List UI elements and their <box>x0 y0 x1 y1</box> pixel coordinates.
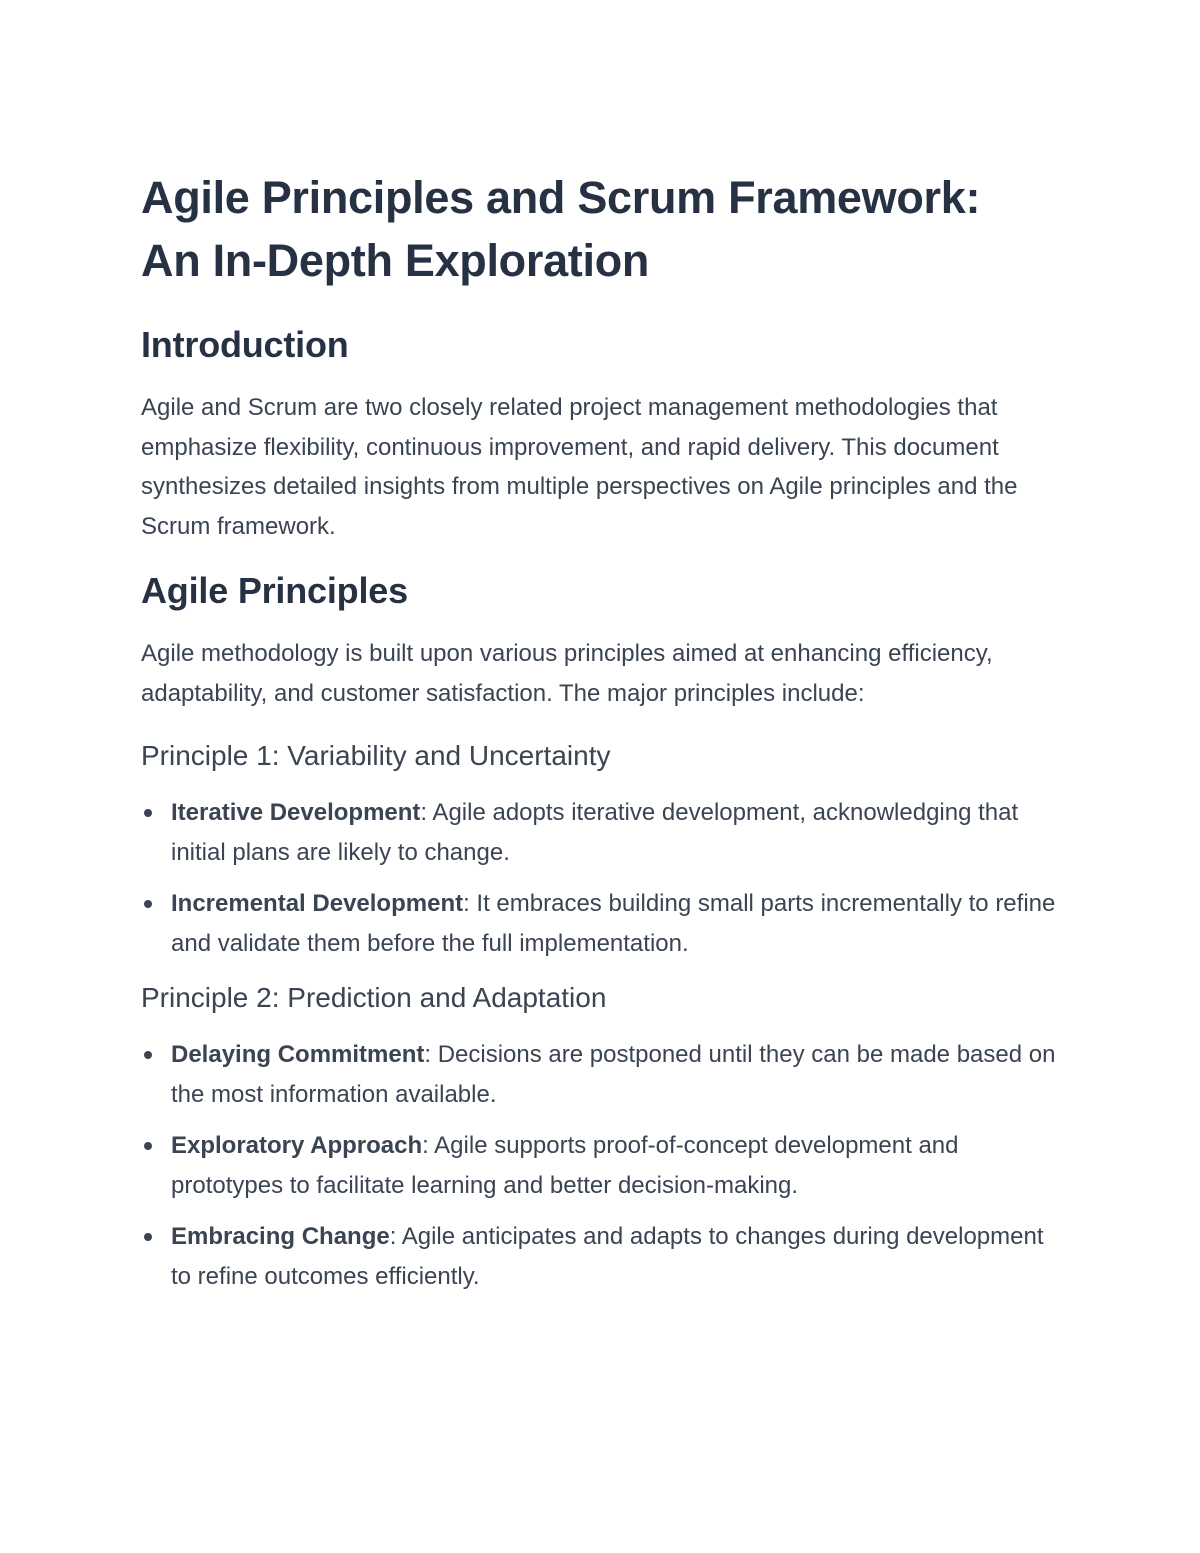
introduction-section <box>141 324 1060 546</box>
list-item-text: : Agile adopts iterative development, acknowledging that initial plans are likely to change. <box>171 799 1019 866</box>
introduction-paragraph: Agile and Scrum are two closely related project management methodologies that emphasize flexibility, continuous improvement, and rapid delivery. This document synthesizes detailed insights from multiple perspectives on Agile principles and the Scrum framework. <box>141 394 1018 540</box>
list-item-term: Exploratory Approach <box>171 1132 423 1159</box>
bullet-icon <box>144 900 152 908</box>
principle-2-heading: Principle 2: Prediction and Adaptation <box>141 982 607 1013</box>
principle-2-list <box>141 1035 1060 1296</box>
document-title <box>141 166 1060 292</box>
bullet-icon <box>144 809 152 817</box>
agile-principles-paragraph: Agile methodology is built upon various principles aimed at enhancing efficiency, adaptability, and customer satisfaction. The major principles include: <box>141 640 993 707</box>
list-item <box>141 884 1060 963</box>
bullet-icon <box>144 1051 152 1059</box>
principle-1 <box>141 737 1060 963</box>
list-item <box>141 793 1060 872</box>
principle-1-heading: Principle 1: Variability and Uncertainty <box>141 740 611 771</box>
list-item <box>141 1217 1060 1296</box>
list-item <box>141 1035 1060 1114</box>
list-item <box>141 1126 1060 1205</box>
list-item-text: : It embraces building small parts incrementally to refine and validate them before the full implementation. <box>171 890 1056 957</box>
list-item-term: Delaying Commitment <box>171 1041 425 1068</box>
agile-principles-section <box>141 570 1060 1296</box>
list-item-term: Iterative Development <box>171 799 421 826</box>
bullet-icon <box>144 1142 152 1150</box>
list-item-text: : Agile anticipates and adapts to changes during development to refine outcomes efficiently. <box>171 1223 1044 1290</box>
list-item-term: Incremental Development <box>171 890 464 917</box>
agile-principles-heading: Agile Principles <box>141 570 408 611</box>
list-item-text: : Agile supports proof-of-concept development and prototypes to facilitate learning and better decision-making. <box>171 1132 959 1199</box>
bullet-icon <box>144 1233 152 1241</box>
list-item-term: Embracing Change <box>171 1223 390 1250</box>
list-item-text: : Decisions are postponed until they can be made based on the most information available. <box>171 1041 1056 1108</box>
introduction-heading: Introduction <box>141 324 349 365</box>
principle-1-list <box>141 793 1060 963</box>
principle-2 <box>141 979 1060 1296</box>
document-title-line-1: Agile Principles and Scrum Framework: <box>141 172 981 223</box>
document-title-line-2: An In-Depth Exploration <box>141 235 650 286</box>
